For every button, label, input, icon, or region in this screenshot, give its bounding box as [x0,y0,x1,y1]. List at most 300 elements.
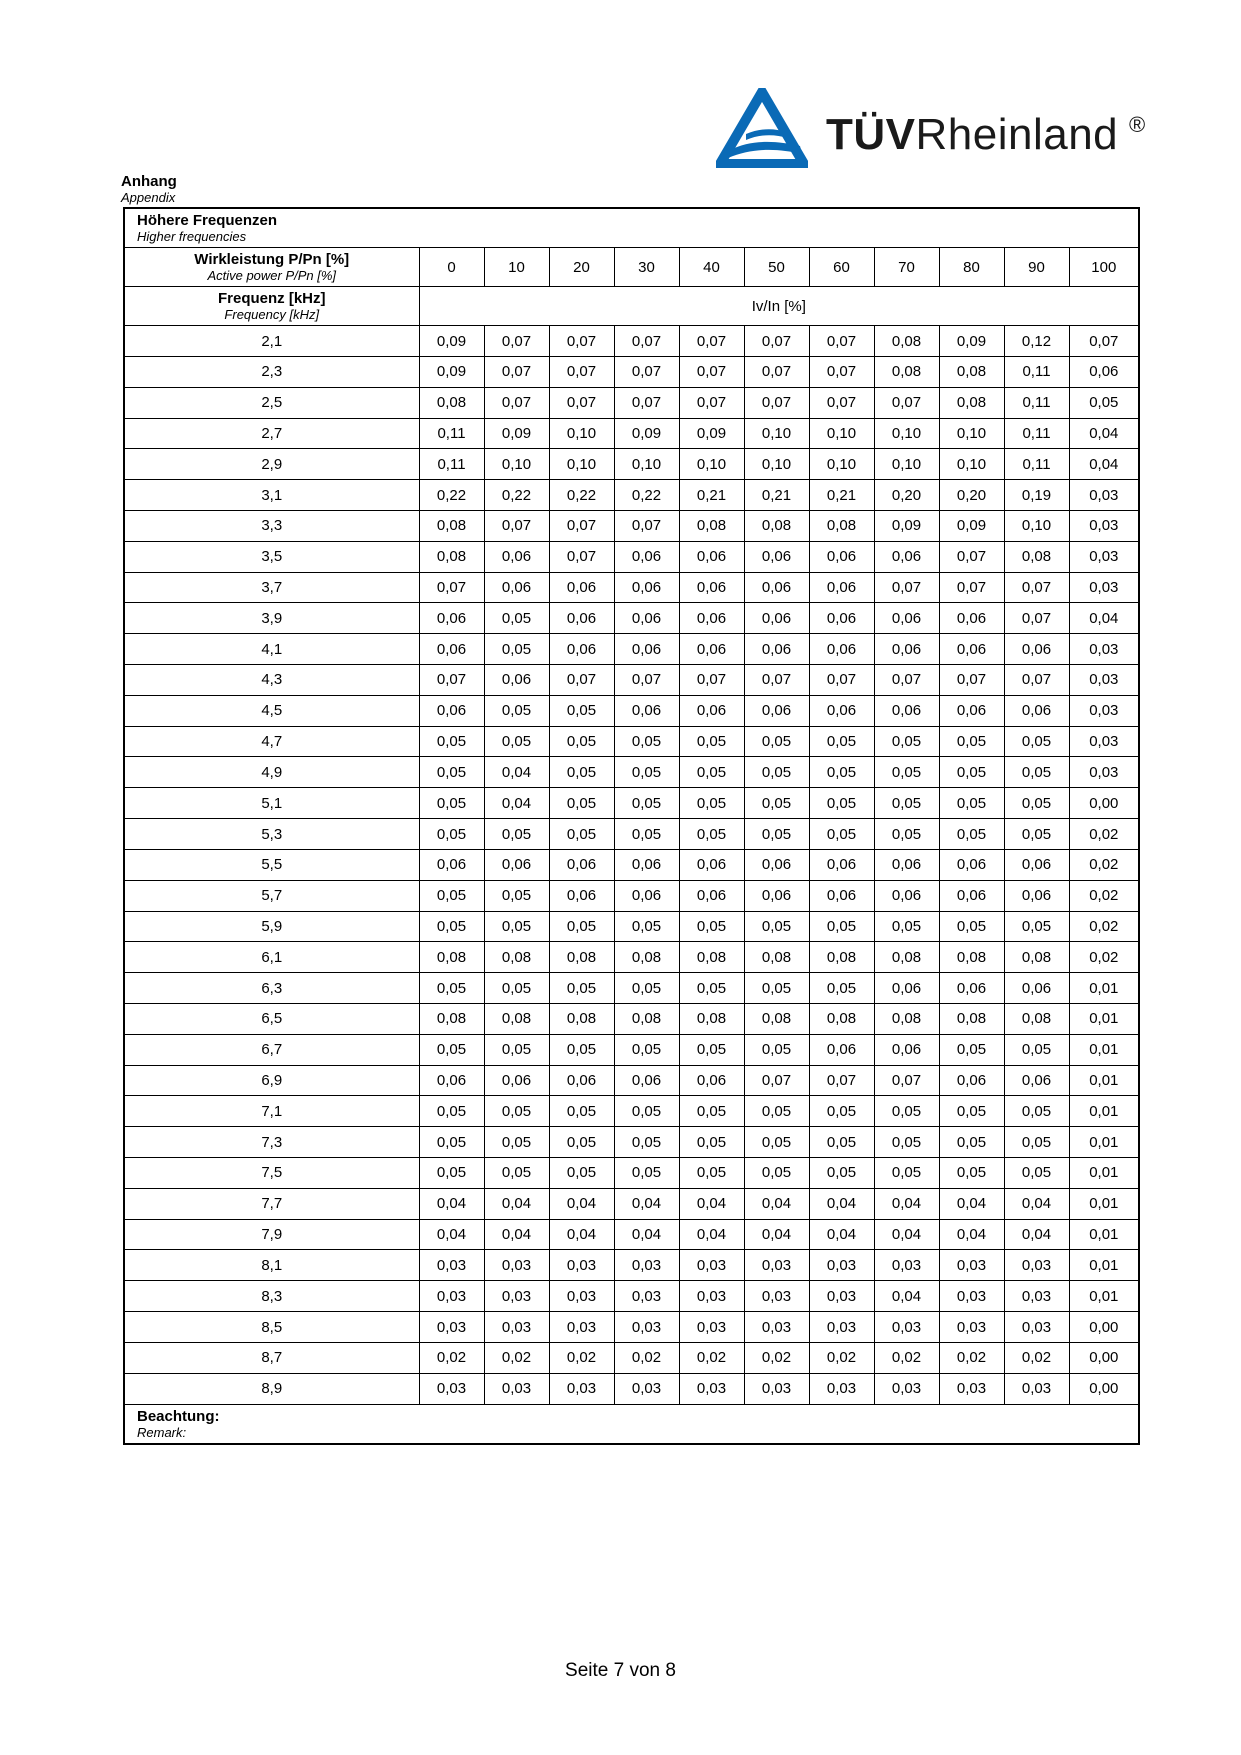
value-cell: 0,03 [939,1250,1004,1281]
value-cell: 0,09 [484,418,549,449]
value-cell: 0,06 [939,1065,1004,1096]
value-cell: 0,06 [1004,634,1069,665]
value-cell: 0,05 [484,695,549,726]
value-cell: 0,06 [874,541,939,572]
value-cell: 0,07 [614,510,679,541]
value-cell: 0,06 [679,603,744,634]
frequency-cell: 3,9 [124,603,419,634]
value-cell: 0,06 [1004,849,1069,880]
logo-wordmark: TÜVRheinland [826,110,1119,159]
value-cell: 0,08 [679,1003,744,1034]
value-cell: 0,05 [874,757,939,788]
value-cell: 0,05 [419,726,484,757]
value-cell: 0,05 [419,788,484,819]
value-cell: 0,05 [549,973,614,1004]
value-cell: 0,05 [1004,788,1069,819]
value-cell: 0,07 [1069,326,1139,357]
value-cell: 0,03 [1069,480,1139,511]
value-cell: 0,03 [484,1281,549,1312]
value-cell: 0,05 [744,757,809,788]
value-cell: 0,07 [419,665,484,696]
frequency-cell: 8,3 [124,1281,419,1312]
value-cell: 0,01 [1069,1096,1139,1127]
value-cell: 0,05 [874,726,939,757]
value-cell: 0,02 [744,1342,809,1373]
value-cell: 0,06 [939,973,1004,1004]
power-level-header: 40 [679,248,744,287]
value-cell: 0,06 [874,880,939,911]
value-cell: 0,03 [484,1373,549,1404]
value-cell: 0,22 [549,480,614,511]
value-cell: 0,06 [614,849,679,880]
table-row [124,1003,1139,1034]
table-row [124,1219,1139,1250]
value-cell: 0,03 [1069,541,1139,572]
frequency-cell: 7,3 [124,1127,419,1158]
value-cell: 0,04 [1069,418,1139,449]
value-cell: 0,01 [1069,973,1139,1004]
value-cell: 0,02 [614,1342,679,1373]
frequency-cell: 5,7 [124,880,419,911]
value-cell: 0,08 [419,387,484,418]
value-cell: 0,03 [1069,510,1139,541]
value-cell: 0,22 [419,480,484,511]
value-cell: 0,05 [419,880,484,911]
value-cell: 0,08 [809,510,874,541]
value-cell: 0,07 [874,572,939,603]
value-cell: 0,08 [419,1003,484,1034]
value-cell: 0,09 [614,418,679,449]
value-cell: 0,07 [549,387,614,418]
value-cell: 0,05 [744,911,809,942]
table-row [124,665,1139,696]
frequency-cell: 4,5 [124,695,419,726]
value-cell: 0,08 [939,1003,1004,1034]
value-cell: 0,08 [874,326,939,357]
value-cell: 0,05 [809,1127,874,1158]
value-cell: 0,06 [614,603,679,634]
value-cell: 0,07 [549,510,614,541]
value-cell: 0,06 [549,634,614,665]
value-cell: 0,06 [939,880,1004,911]
value-cell: 0,05 [874,1158,939,1189]
frequency-cell: 8,1 [124,1250,419,1281]
value-cell: 0,05 [1004,1158,1069,1189]
value-cell: 0,05 [549,911,614,942]
value-cell: 0,07 [874,665,939,696]
frequency-cell: 6,3 [124,973,419,1004]
value-cell: 0,11 [419,418,484,449]
value-cell: 0,06 [809,695,874,726]
appendix-title-de: Anhang [121,173,177,190]
value-cell: 0,07 [744,665,809,696]
table-row [124,634,1139,665]
value-unit-label: Iv/In [%] [419,287,1139,326]
value-cell: 0,05 [549,726,614,757]
value-cell: 0,07 [679,665,744,696]
value-cell: 0,03 [939,1312,1004,1343]
value-cell: 0,04 [614,1219,679,1250]
value-cell: 0,04 [744,1219,809,1250]
value-cell: 0,10 [549,418,614,449]
value-cell: 0,03 [744,1250,809,1281]
table-row [124,418,1139,449]
value-cell: 0,06 [549,1065,614,1096]
section-title-de: Höhere Frequenzen [137,212,278,230]
value-cell: 0,06 [744,634,809,665]
table-row [124,695,1139,726]
value-cell: 0,02 [419,1342,484,1373]
value-cell: 0,05 [549,1158,614,1189]
value-cell: 0,04 [679,1219,744,1250]
frequency-cell: 4,9 [124,757,419,788]
value-cell: 0,05 [809,1158,874,1189]
value-cell: 0,06 [744,849,809,880]
value-cell: 0,07 [549,665,614,696]
power-level-header: 60 [809,248,874,287]
power-level-header: 70 [874,248,939,287]
frequency-cell: 5,1 [124,788,419,819]
power-label-de: Wirkleistung P/Pn [%] [194,251,350,269]
value-cell: 0,03 [809,1250,874,1281]
value-cell: 0,05 [484,726,549,757]
value-cell: 0,05 [874,1096,939,1127]
frequency-cell: 8,9 [124,1373,419,1404]
value-cell: 0,05 [614,1096,679,1127]
table-row [124,942,1139,973]
value-cell: 0,03 [614,1312,679,1343]
table-row [124,1373,1139,1404]
value-cell: 0,08 [874,1003,939,1034]
value-cell: 0,03 [1069,572,1139,603]
value-cell: 0,06 [874,1034,939,1065]
frequency-cell: 2,5 [124,387,419,418]
value-cell: 0,05 [484,819,549,850]
table-row [124,510,1139,541]
value-cell: 0,01 [1069,1250,1139,1281]
value-cell: 0,07 [744,387,809,418]
value-cell: 0,05 [614,726,679,757]
value-cell: 0,06 [614,634,679,665]
value-cell: 0,05 [744,819,809,850]
value-cell: 0,03 [484,1250,549,1281]
value-cell: 0,01 [1069,1003,1139,1034]
value-cell: 0,03 [549,1312,614,1343]
section-title-en: Higher frequencies [137,229,247,245]
table-row [124,1096,1139,1127]
value-cell: 0,06 [1004,695,1069,726]
value-cell: 0,05 [939,1158,1004,1189]
value-cell: 0,10 [874,449,939,480]
value-cell: 0,05 [1004,1034,1069,1065]
value-cell: 0,00 [1069,1342,1139,1373]
value-cell: 0,08 [939,356,1004,387]
power-level-header: 30 [614,248,679,287]
value-cell: 0,07 [809,356,874,387]
value-cell: 0,00 [1069,1312,1139,1343]
frequency-cell: 3,5 [124,541,419,572]
value-cell: 0,05 [874,788,939,819]
value-cell: 0,08 [939,387,1004,418]
value-cell: 0,07 [1004,572,1069,603]
value-cell: 0,06 [419,1065,484,1096]
value-cell: 0,05 [484,1127,549,1158]
value-cell: 0,06 [874,603,939,634]
value-cell: 0,03 [484,1312,549,1343]
value-cell: 0,05 [744,1034,809,1065]
value-cell: 0,03 [1004,1312,1069,1343]
value-cell: 0,04 [484,757,549,788]
value-cell: 0,10 [1004,510,1069,541]
value-cell: 0,08 [1004,942,1069,973]
value-cell: 0,05 [809,788,874,819]
value-cell: 0,06 [419,849,484,880]
remark-cell [124,1404,1139,1444]
frequency-cell: 7,5 [124,1158,419,1189]
value-cell: 0,05 [874,1127,939,1158]
value-cell: 0,05 [419,757,484,788]
value-cell: 0,08 [874,942,939,973]
table-row [124,572,1139,603]
value-cell: 0,06 [679,1065,744,1096]
value-cell: 0,01 [1069,1219,1139,1250]
value-cell: 0,08 [614,942,679,973]
value-cell: 0,02 [679,1342,744,1373]
value-cell: 0,07 [484,356,549,387]
value-cell: 0,05 [614,1127,679,1158]
value-cell: 0,12 [1004,326,1069,357]
value-cell: 0,06 [484,541,549,572]
value-cell: 0,05 [809,911,874,942]
frequency-cell: 4,7 [124,726,419,757]
value-cell: 0,06 [809,603,874,634]
value-cell: 0,05 [549,1034,614,1065]
value-cell: 0,03 [809,1281,874,1312]
value-cell: 0,01 [1069,1188,1139,1219]
value-cell: 0,02 [1069,880,1139,911]
value-cell: 0,07 [614,665,679,696]
value-cell: 0,01 [1069,1158,1139,1189]
frequency-cell: 7,7 [124,1188,419,1219]
frequency-cell: 5,9 [124,911,419,942]
value-cell: 0,05 [679,1034,744,1065]
value-cell: 0,05 [614,1034,679,1065]
value-cell: 0,08 [874,356,939,387]
value-cell: 0,03 [874,1250,939,1281]
frequency-cell: 6,5 [124,1003,419,1034]
value-cell: 0,05 [874,819,939,850]
value-cell: 0,01 [1069,1127,1139,1158]
value-cell: 0,04 [874,1188,939,1219]
frequency-label-de: Frequenz [kHz] [217,290,326,308]
value-cell: 0,05 [679,1096,744,1127]
value-cell: 0,06 [874,849,939,880]
frequency-cell: 3,3 [124,510,419,541]
value-cell: 0,07 [614,326,679,357]
value-cell: 0,05 [484,603,549,634]
power-level-header: 10 [484,248,549,287]
value-cell: 0,03 [744,1281,809,1312]
value-cell: 0,05 [614,1158,679,1189]
tuv-triangle-icon [716,88,808,168]
value-cell: 0,10 [744,418,809,449]
value-cell: 0,05 [549,788,614,819]
value-cell: 0,06 [679,695,744,726]
value-cell: 0,11 [1004,418,1069,449]
value-cell: 0,02 [939,1342,1004,1373]
value-cell: 0,06 [1004,880,1069,911]
value-cell: 0,06 [419,634,484,665]
value-cell: 0,03 [744,1373,809,1404]
value-cell: 0,08 [744,942,809,973]
value-cell: 0,04 [484,788,549,819]
value-cell: 0,03 [1069,665,1139,696]
value-cell: 0,05 [874,911,939,942]
value-cell: 0,08 [484,1003,549,1034]
value-cell: 0,05 [939,788,1004,819]
value-cell: 0,06 [1069,356,1139,387]
value-cell: 0,07 [679,387,744,418]
value-cell: 0,06 [1004,1065,1069,1096]
page-number: Seite 7 von 8 [565,1660,676,1681]
value-cell: 0,04 [939,1188,1004,1219]
frequency-cell: 5,3 [124,819,419,850]
value-cell: 0,05 [679,757,744,788]
value-cell: 0,07 [484,326,549,357]
table-row [124,1188,1139,1219]
value-cell: 0,03 [1069,634,1139,665]
value-cell: 0,06 [809,634,874,665]
remark-de: Beachtung: [137,1407,220,1425]
value-cell: 0,03 [1069,726,1139,757]
value-cell: 0,07 [939,572,1004,603]
value-cell: 0,05 [484,880,549,911]
value-cell: 0,04 [679,1188,744,1219]
table-row [124,880,1139,911]
value-cell: 0,05 [939,1127,1004,1158]
value-cell: 0,08 [744,510,809,541]
value-cell: 0,05 [939,911,1004,942]
table-row [124,1342,1139,1373]
value-cell: 0,05 [549,757,614,788]
value-cell: 0,05 [419,1127,484,1158]
value-cell: 0,22 [614,480,679,511]
value-cell: 0,07 [809,326,874,357]
frequency-cell: 4,3 [124,665,419,696]
value-cell: 0,07 [744,356,809,387]
value-cell: 0,11 [419,449,484,480]
value-cell: 0,05 [419,911,484,942]
value-cell: 0,07 [484,387,549,418]
value-cell: 0,05 [419,973,484,1004]
value-cell: 0,10 [874,418,939,449]
value-cell: 0,03 [1004,1281,1069,1312]
value-cell: 0,03 [679,1281,744,1312]
table-row [124,788,1139,819]
value-cell: 0,06 [614,880,679,911]
value-cell: 0,08 [419,942,484,973]
value-cell: 0,06 [809,1034,874,1065]
value-cell: 0,08 [1004,541,1069,572]
value-cell: 0,06 [809,572,874,603]
value-cell: 0,04 [809,1219,874,1250]
value-cell: 0,03 [874,1373,939,1404]
value-cell: 0,05 [809,819,874,850]
value-cell: 0,05 [679,911,744,942]
value-cell: 0,04 [549,1188,614,1219]
value-cell: 0,04 [614,1188,679,1219]
value-cell: 0,07 [679,356,744,387]
value-cell: 0,06 [679,572,744,603]
value-cell: 0,06 [614,541,679,572]
value-cell: 0,08 [809,942,874,973]
power-level-header: 20 [549,248,614,287]
value-cell: 0,21 [744,480,809,511]
value-cell: 0,08 [419,510,484,541]
frequency-cell: 3,1 [124,480,419,511]
value-cell: 0,06 [484,572,549,603]
value-cell: 0,02 [1069,849,1139,880]
remark-en: Remark: [137,1424,187,1440]
value-cell: 0,03 [549,1250,614,1281]
value-cell: 0,20 [874,480,939,511]
value-cell: 0,21 [809,480,874,511]
value-cell: 0,07 [484,510,549,541]
value-cell: 0,06 [614,695,679,726]
frequency-cell: 7,1 [124,1096,419,1127]
section-title-cell [124,208,1139,248]
value-cell: 0,07 [809,387,874,418]
value-cell: 0,08 [549,1003,614,1034]
value-cell: 0,10 [549,449,614,480]
value-cell: 0,06 [744,541,809,572]
value-cell: 0,05 [1004,726,1069,757]
table-row [124,326,1139,357]
value-cell: 0,02 [874,1342,939,1373]
value-cell: 0,10 [614,449,679,480]
value-cell: 0,05 [744,726,809,757]
value-cell: 0,07 [744,326,809,357]
value-cell: 0,04 [1069,449,1139,480]
value-cell: 0,05 [614,973,679,1004]
value-cell: 0,05 [484,634,549,665]
value-cell: 0,04 [1069,603,1139,634]
value-cell: 0,08 [809,1003,874,1034]
value-cell: 0,05 [939,757,1004,788]
value-cell: 0,07 [874,387,939,418]
frequency-cell: 2,1 [124,326,419,357]
table-row [124,1127,1139,1158]
value-cell: 0,05 [484,911,549,942]
value-cell: 0,03 [939,1281,1004,1312]
value-cell: 0,07 [549,356,614,387]
table-row [124,356,1139,387]
table-row [124,541,1139,572]
value-cell: 0,09 [419,326,484,357]
value-cell: 0,05 [419,1034,484,1065]
value-cell: 0,05 [679,819,744,850]
table-row [124,1158,1139,1189]
value-cell: 0,01 [1069,1034,1139,1065]
frequency-label-cell [124,287,419,326]
value-cell: 0,05 [939,819,1004,850]
table-row [124,449,1139,480]
frequency-label-en: Frequency [kHz] [224,307,320,323]
appendix-title-en: Appendix [121,190,176,205]
value-cell: 0,05 [549,1127,614,1158]
value-cell: 0,05 [1004,1127,1069,1158]
higher-frequencies-table [123,207,1140,1445]
